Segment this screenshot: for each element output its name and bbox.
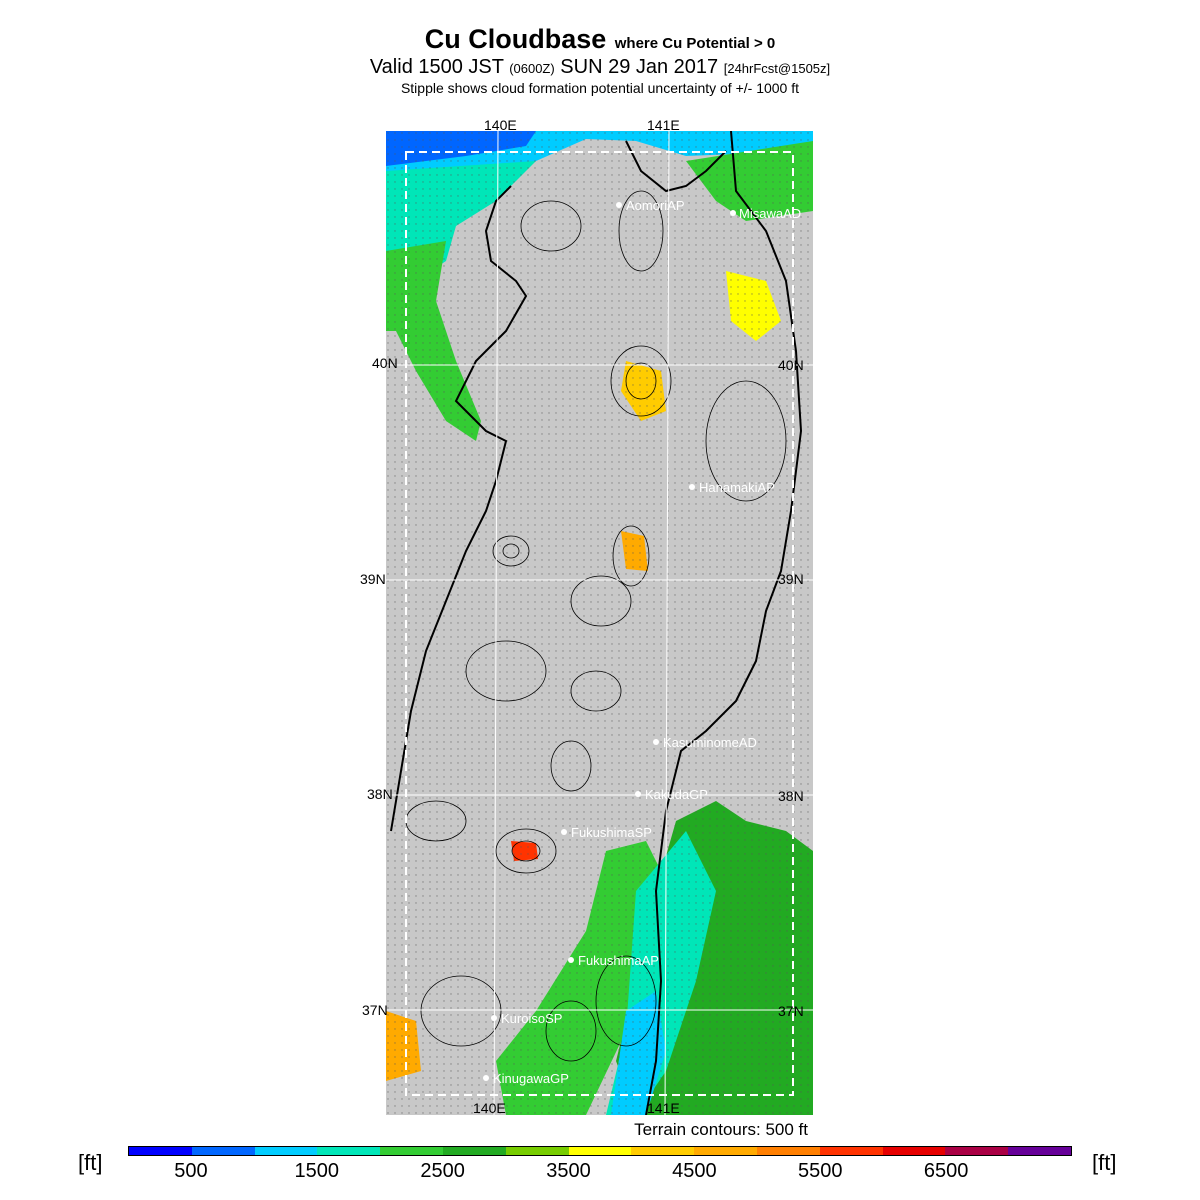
- lat-label-38n-left: 38N: [367, 786, 393, 802]
- title-line-1: [0, 24, 1200, 55]
- zulu-time: (0600Z): [509, 61, 555, 76]
- lat-label-40n-right: 40N: [778, 357, 804, 373]
- lat-label-37n-right: 37N: [778, 1003, 804, 1019]
- lat-label-40n-left: 40N: [372, 355, 398, 371]
- colorbar-segment: [506, 1147, 569, 1155]
- station-label-kasuminome: KasuminomeAD: [663, 735, 757, 750]
- colorbar-segment: [1008, 1147, 1071, 1155]
- station-dot-kakuda: [635, 791, 641, 797]
- colorbar-segment: [694, 1147, 757, 1155]
- colorbar-segment: [380, 1147, 443, 1155]
- colorbar-tick-label: 1500: [294, 1160, 340, 1182]
- colorbar: [128, 1146, 1072, 1156]
- lat-label-37n-left: 37N: [362, 1002, 388, 1018]
- colorbar-segment: [129, 1147, 192, 1155]
- colorbar-tick-label: 5500: [798, 1160, 843, 1182]
- lon-label-141e-top: 141E: [647, 117, 680, 133]
- title-line-2: [0, 56, 1200, 79]
- forecast-date: SUN 29 Jan 2017: [560, 56, 719, 78]
- lon-label-141e-bottom: 141E: [647, 1100, 680, 1116]
- station-label-aomori: AomoriAP: [626, 198, 685, 213]
- forecast-run: [24hrFcst@1505z]: [723, 61, 831, 76]
- colorbar-unit-left: [ft]: [78, 1150, 103, 1175]
- colorbar-segment: [945, 1147, 1008, 1155]
- colorbar-segment: [569, 1147, 632, 1155]
- colorbar-tick-label: 500: [174, 1160, 208, 1182]
- station-label-kinugawa: KinugawaGP: [493, 1071, 569, 1086]
- colorbar-unit-right: [ft]: [1092, 1150, 1117, 1175]
- station-dot-kinugawa: [483, 1075, 489, 1081]
- chart-title: Cu Cloudbase: [424, 24, 607, 54]
- station-dot-aomori: [616, 202, 622, 208]
- colorbar-segment: [317, 1147, 380, 1155]
- station-dot-fukushimaap: [568, 957, 574, 963]
- colorbar-tick-label: 2500: [420, 1160, 465, 1182]
- lat-label-38n-right: 38N: [778, 788, 804, 804]
- colorbar-segment: [192, 1147, 255, 1155]
- station-label-fukushimasp: FukushimaSP: [571, 825, 652, 840]
- colorbar-segment: [757, 1147, 820, 1155]
- terrain-contour-note: Terrain contours: 500 ft: [634, 1120, 808, 1139]
- colorbar-segment: [820, 1147, 883, 1155]
- lat-label-39n-left: 39N: [360, 571, 386, 587]
- chart-subtitle-condition: where Cu Potential > 0: [614, 35, 776, 52]
- station-dot-misawa: [730, 210, 736, 216]
- station-label-fukushimaap: FukushimaAP: [578, 953, 659, 968]
- colorbar-tick-label: 3500: [546, 1160, 591, 1182]
- colorbar-segment: [443, 1147, 506, 1155]
- valid-time: Valid 1500 JST: [369, 56, 504, 78]
- lat-label-39n-right: 39N: [778, 571, 804, 587]
- lon-label-140e-top: 140E: [484, 117, 517, 133]
- station-label-misawa: MisawaAD: [739, 206, 802, 221]
- colorbar-segment: [255, 1147, 318, 1155]
- colorbar-tick-label: 4500: [672, 1160, 717, 1182]
- colorbar-segment: [883, 1147, 946, 1155]
- station-dot-fukushimasp: [561, 829, 567, 835]
- lon-label-140e-bottom: 140E: [473, 1100, 506, 1116]
- station-label-hanamaki: HanamakiAP: [699, 480, 775, 495]
- station-dot-kuroiso: [491, 1015, 497, 1021]
- cloudbase-map: [386, 131, 813, 1115]
- station-dot-hanamaki: [689, 484, 695, 490]
- colorbar-segment: [631, 1147, 694, 1155]
- station-label-kuroiso: KuroisoSP: [501, 1011, 563, 1026]
- colorbar-tick-label: 6500: [923, 1160, 969, 1182]
- station-label-kakuda: KakudaGP: [645, 787, 708, 802]
- station-dot-kasuminome: [653, 739, 659, 745]
- stipple-note: Stipple shows cloud formation potential uncertainty of +/- 1000 ft: [400, 80, 800, 96]
